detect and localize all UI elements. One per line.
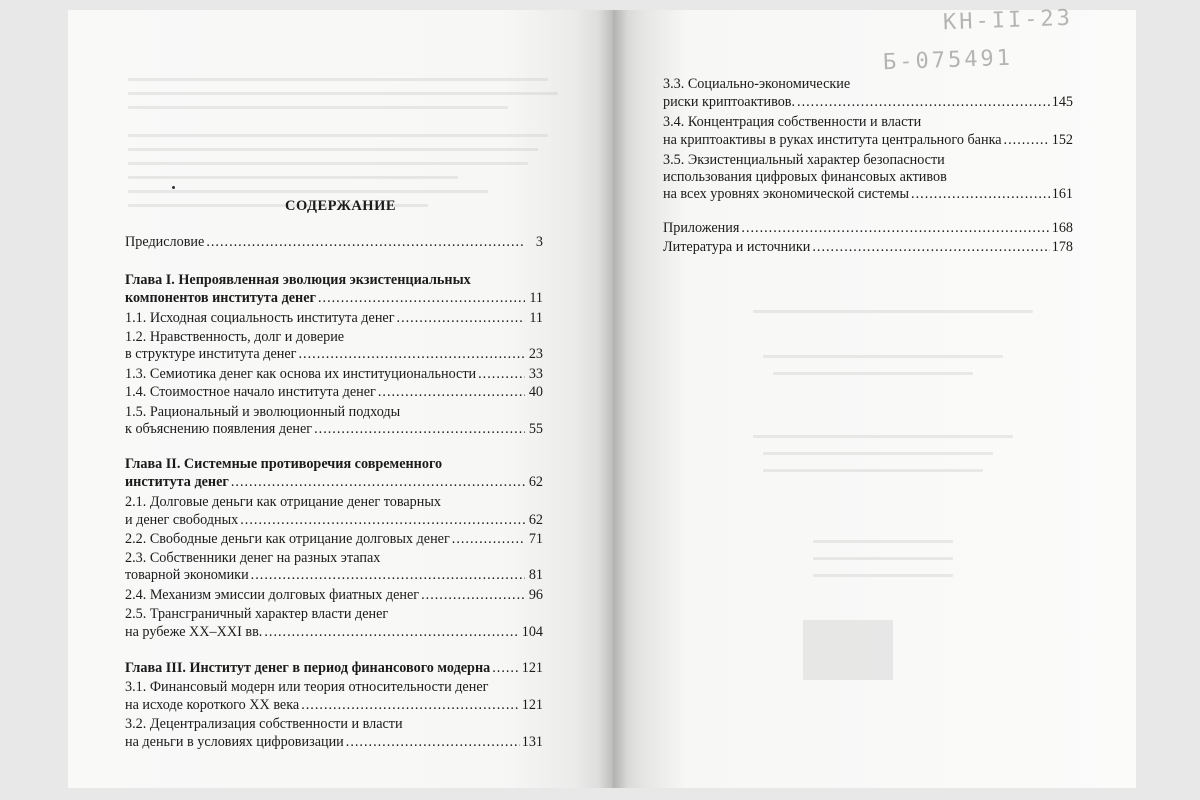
book-spread [68,5,1136,788]
leader-dots [378,384,525,401]
toc-entry-3-2[interactable] [125,734,543,751]
toc-page-number: 81 [528,567,543,583]
right-page [613,5,1136,788]
toc-page-number: 96 [528,587,543,603]
toc-page-number: 104 [521,624,543,640]
toc-entry-label: на исходе короткого XX века [125,697,300,713]
leader-dots [264,624,519,641]
toc-entry-2-1-line1[interactable]: 2.1. Долговые деньги как отрицание денег товарных [125,494,441,510]
toc-entry-preface[interactable] [125,234,543,251]
toc-entry-1-5[interactable] [125,421,543,438]
toc-entry-3-4[interactable] [663,132,1073,149]
toc-entry-label: Литература и источники [663,239,811,255]
toc-page-number: 145 [1051,94,1073,110]
toc-entry-label: риски криптоактивов. [663,94,796,110]
toc-page-number: 161 [1051,186,1073,202]
toc-entry-label: 1.3. Семиотика денег как основа их институциональности [125,366,477,382]
toc-entry-label: Приложения [663,220,740,236]
leader-dots [251,567,525,584]
toc-entry-1-3[interactable] [125,366,543,383]
toc-entry-3-3[interactable] [663,94,1073,111]
library-stamp-number: Б-075491 [882,45,1014,76]
leader-dots [301,697,520,714]
toc-right [663,10,1073,788]
toc-entry-3-5-line1[interactable]: 3.5. Экзистенциальный характер безопасности [663,152,945,168]
leader-dots [206,234,525,251]
leader-dots [240,512,525,529]
toc-entry-label: на рубеже XX–XXI вв. [125,624,263,640]
left-page [68,10,613,788]
leader-dots [421,587,525,604]
leader-dots [1004,132,1050,149]
toc-chapter-1[interactable] [125,290,543,307]
toc-entry-3-3-line1[interactable]: 3.3. Социально-экономические [663,76,851,92]
library-stamp: КН-II-23 [942,5,1074,36]
toc-page-number: 33 [528,366,543,382]
toc-page-number: 62 [528,474,543,490]
toc-entry-1-2-line1[interactable]: 1.2. Нравственность, долг и доверие [125,329,345,345]
toc-entry-2-1[interactable] [125,512,543,529]
toc-entry-label: института денег [125,474,229,490]
toc-entry-label: товарной экономики [125,567,249,583]
toc-entry-label: на криптоактивы в руках института центрального банка [663,132,1002,148]
toc-entry-label: 1.1. Исходная социальность института денег [125,310,395,326]
toc-entry-2-2[interactable] [125,531,543,548]
toc-entry-2-3-line1[interactable]: 2.3. Собственники денег на разных этапах [125,550,381,566]
toc-left [125,10,545,788]
leader-dots [492,660,519,677]
book-gutter [598,10,628,788]
toc-entry-3-4-line1[interactable]: 3.4. Концентрация собственности и власти [663,114,922,130]
toc-entry-label: 2.2. Свободные деньги как отрицание долговых денег [125,531,450,547]
toc-entry-1-4[interactable] [125,384,543,401]
toc-entry-label: 1.4. Стоимостное начало института денег [125,384,376,400]
toc-entry-2-3[interactable] [125,567,543,584]
leader-dots [797,94,1050,111]
toc-page-number: 55 [528,421,543,437]
toc-entry-1-5-line1[interactable]: 1.5. Рациональный и эволюционный подходы [125,404,401,420]
toc-entry-literature[interactable] [663,239,1073,256]
toc-entry-label: на деньги в условиях цифровизации [125,734,344,750]
leader-dots [299,346,526,363]
toc-chapter-3[interactable] [125,660,543,677]
toc-entry-label: в структуре института денег [125,346,297,362]
toc-page-number: 3 [535,234,543,250]
toc-page-number: 62 [528,512,543,528]
toc-chapter-2-line1[interactable]: Глава II. Системные противоречия современного [125,456,443,472]
toc-entry-3-1[interactable] [125,697,543,714]
leader-dots [397,310,525,327]
toc-entry-appendix[interactable] [663,220,1073,237]
leader-dots [812,239,1049,256]
toc-entry-label: Глава III. Институт денег в период финансового модерна [125,660,491,676]
leader-dots [741,220,1049,237]
toc-entry-3-1-line1[interactable]: 3.1. Финансовый модерн или теория относительности денег [125,679,489,695]
toc-page-number: 152 [1051,132,1073,148]
toc-page-number: 71 [528,531,543,547]
leader-dots [346,734,520,751]
toc-entry-3-5-line2[interactable]: использования цифровых финансовых активов [663,169,947,185]
leader-dots [911,186,1050,203]
leader-dots [314,421,525,438]
toc-entry-label: 2.4. Механизм эмиссии долговых фиатных денег [125,587,420,603]
leader-dots [231,474,525,491]
toc-entry-2-4[interactable] [125,587,543,604]
toc-page-number: 40 [528,384,543,400]
toc-entry-3-5[interactable] [663,186,1073,203]
toc-page-number: 11 [529,290,543,306]
toc-entry-label: Предисловие [125,234,205,250]
leader-dots [478,366,525,383]
toc-page-number: 178 [1051,239,1073,255]
toc-page-number: 121 [521,660,543,676]
toc-entry-2-5[interactable] [125,624,543,641]
toc-page-number: 168 [1051,220,1073,236]
toc-entry-label: к объяснению появления денег [125,421,313,437]
toc-entry-label: и денег свободных [125,512,239,528]
toc-entry-1-2[interactable] [125,346,543,363]
toc-page-number: 23 [528,346,543,362]
toc-chapter-1-line1[interactable]: Глава I. Непроявленная эволюция экзистенциальных [125,272,471,288]
toc-entry-label: на всех уровнях экономической системы [663,186,910,202]
toc-page-number: 11 [529,310,543,326]
toc-page-number: 121 [521,697,543,713]
leader-dots [318,290,525,307]
toc-page-number: 131 [521,734,543,750]
toc-entry-3-2-line1[interactable]: 3.2. Децентрализация собственности и власти [125,716,403,732]
toc-title: СОДЕРЖАНИЕ [284,198,397,214]
toc-entry-label: компонентов института денег [125,290,316,306]
leader-dots [452,531,525,548]
toc-entry-2-5-line1[interactable]: 2.5. Трансграничный характер власти денег [125,606,389,622]
toc-chapter-2[interactable] [125,474,543,491]
toc-entry-1-1[interactable] [125,310,543,327]
